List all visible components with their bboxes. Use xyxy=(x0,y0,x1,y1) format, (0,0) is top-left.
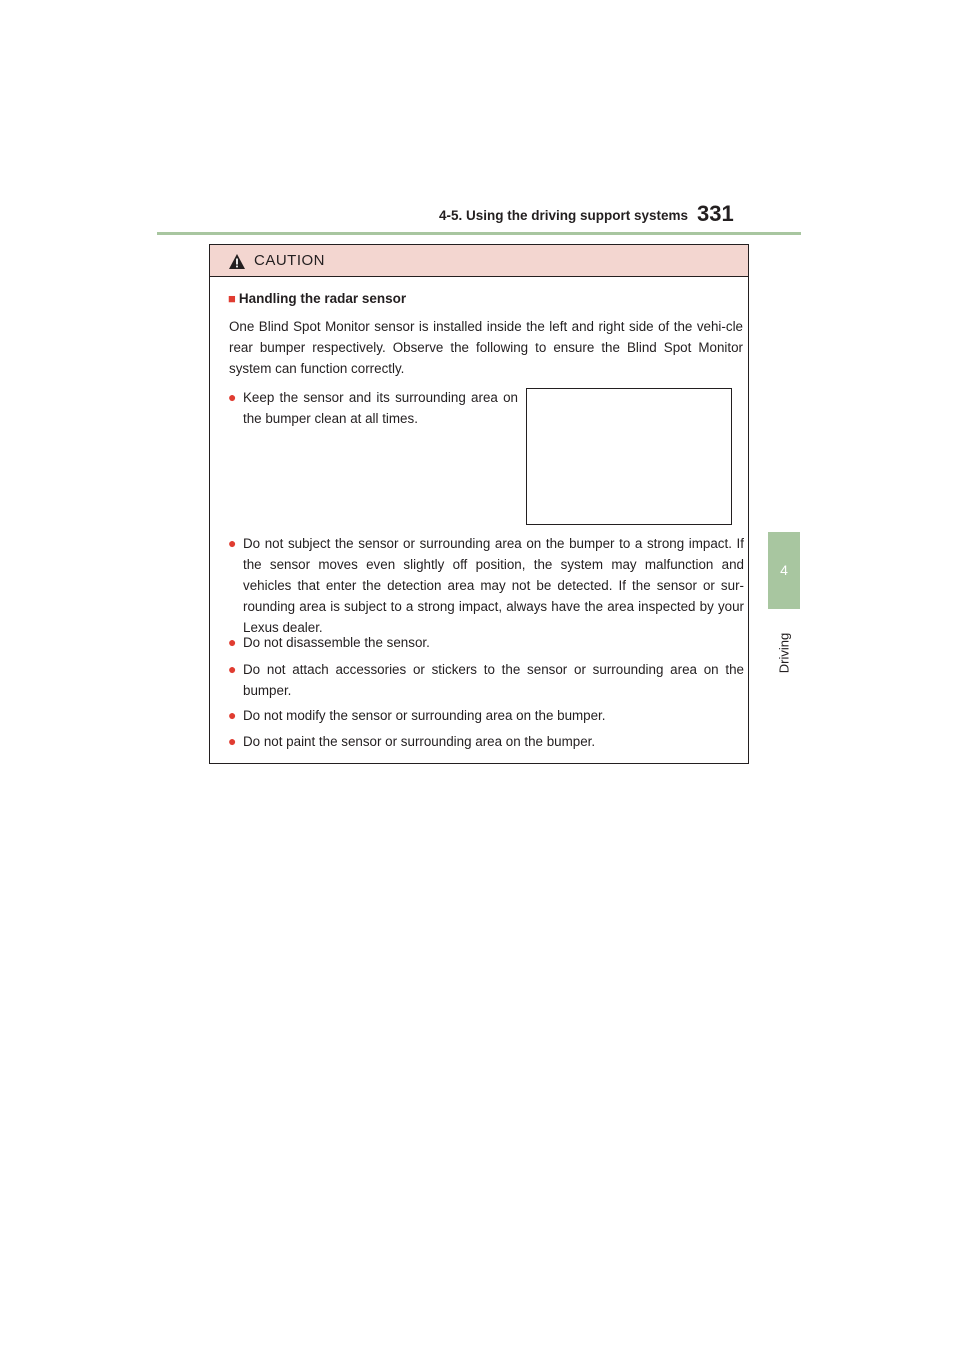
caution-header xyxy=(210,245,748,277)
square-bullet-icon: ■ xyxy=(228,291,236,306)
caution-box xyxy=(209,244,749,764)
bullet-text: Do not disassemble the sensor. xyxy=(243,635,430,650)
bullet-text: Do not subject the sensor or surrounding area on the bumper to a strong impact. If the sensor moves even slightly off position, the system may malfunction and vehicles that enter the detection area may not be detected. If the sensor or sur-rounding area is subject to a strong impact, always have the area inspected by your Lexus dealer. xyxy=(243,536,744,635)
bullet-dot-icon: ● xyxy=(228,634,237,650)
chapter-label-container xyxy=(760,618,808,688)
bullet-dot-icon: ● xyxy=(228,661,237,677)
caution-title: CAUTION xyxy=(254,252,325,269)
bullet-text: Do not attach accessories or stickers to the sensor or surrounding area on the bumper. xyxy=(243,662,744,698)
section-heading xyxy=(228,291,406,306)
section-title: 4-5. Using the driving support systems xyxy=(438,208,688,223)
intro-paragraph: One Blind Spot Monitor sensor is installed inside the left and right side of the vehi-cle rear bumper respectively. Observe the following to ensure the Blind Spot Monitor system can function correctly. xyxy=(229,319,743,376)
bullet-item xyxy=(228,705,744,726)
bullet-item xyxy=(228,533,744,638)
bullet-item xyxy=(228,659,744,701)
bullet-text: Do not paint the sensor or surrounding area on the bumper. xyxy=(243,734,596,749)
bullet-dot-icon: ● xyxy=(228,389,237,405)
bullet-item xyxy=(228,632,744,653)
bullet-item xyxy=(228,731,744,752)
bullet-dot-icon: ● xyxy=(228,733,237,749)
header-divider xyxy=(157,232,801,235)
chapter-tab xyxy=(768,532,800,609)
bullet-item xyxy=(228,387,518,429)
bullet-text: Do not modify the sensor or surrounding area on the bumper. xyxy=(243,708,606,723)
section-heading-text: Handling the radar sensor xyxy=(238,291,407,306)
sensor-illustration xyxy=(526,388,732,525)
bullet-dot-icon: ● xyxy=(228,535,237,551)
bullet-dot-icon: ● xyxy=(228,707,237,723)
warning-triangle-icon xyxy=(228,253,246,270)
chapter-label: Driving xyxy=(776,632,792,674)
chapter-number: 4 xyxy=(780,562,788,578)
bullet-text: Keep the sensor and its surrounding area on the bumper clean at all times. xyxy=(243,390,518,426)
page-number: 331 xyxy=(697,201,734,226)
